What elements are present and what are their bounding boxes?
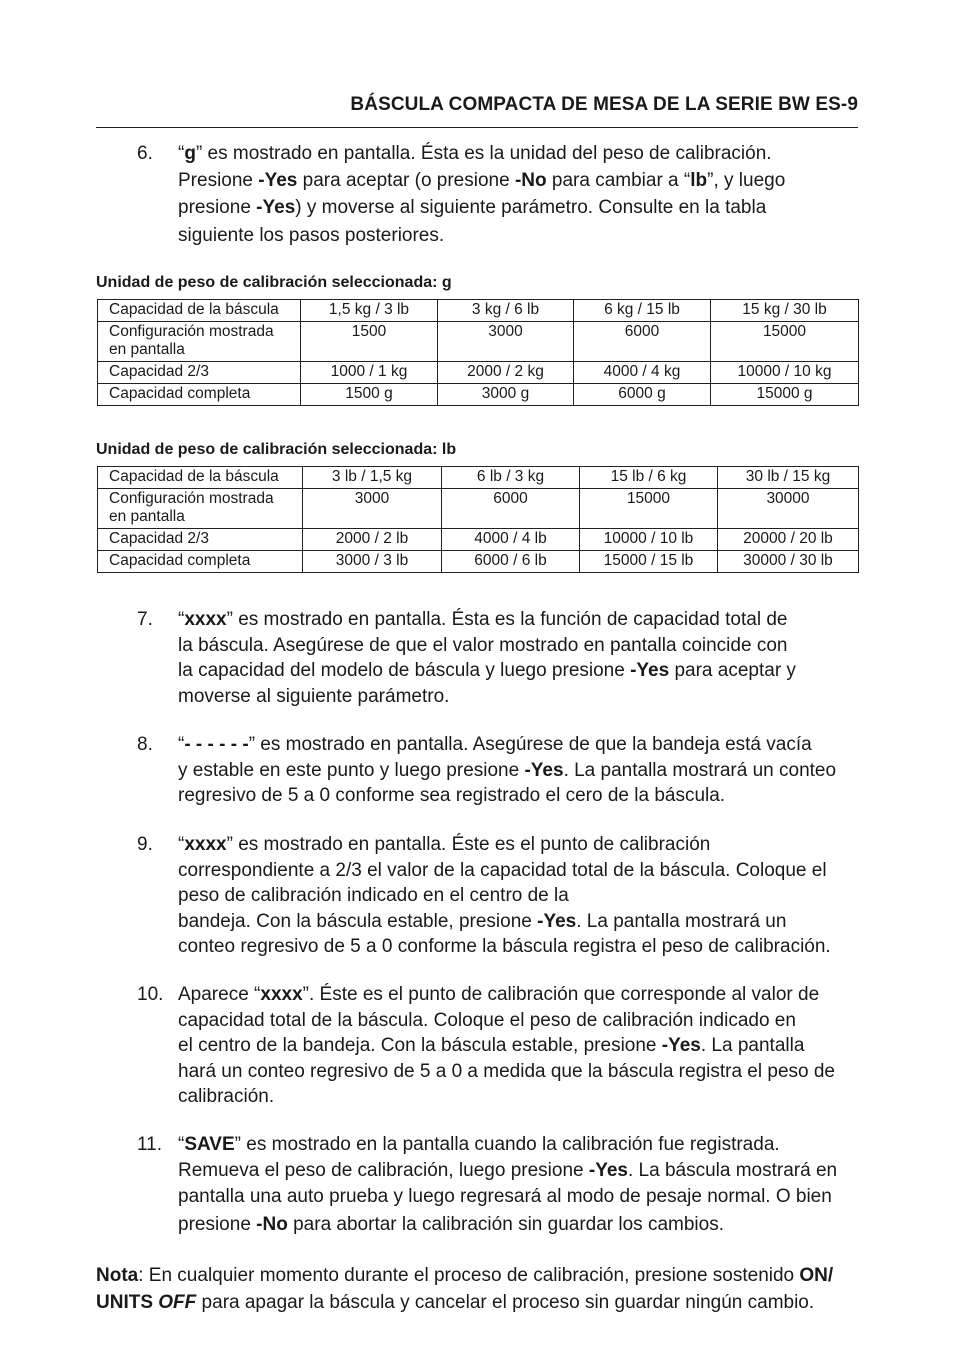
table-row: Capacidad 2/3 1000 / 1 kg 2000 / 2 kg 4000 / 4 kg 10000 / 10 kg	[98, 362, 859, 384]
step-text: “SAVE” es mostrado en la pantalla cuando la calibración fue registrada. Remueva el peso de calibración, luego presione -Yes. La báscula mostrará en pantalla una auto prueba y luego regresará al modo de pesaje normal. O bien presione -No para abortar la calibración sin guardar los cambios.	[178, 1134, 838, 1235]
page-header-title: BÁSCULA COMPACTA DE MESA DE LA SERIE BW ES-9	[350, 94, 858, 115]
calibration-table-lb	[97, 466, 859, 573]
step-text: Aparece “xxxx”. Éste es el punto de calibración que corresponde al valor de capacidad total de la báscula. Coloque el peso de calibración indicado en el centro de la bandeja. Con la báscula estable, presione -Yes. La pantalla hará un conteo regresivo de 5 a 0 a medida que la báscula registra el peso de calibración.	[178, 984, 835, 1107]
step-number: 10.	[137, 984, 164, 1005]
header-divider	[96, 127, 858, 128]
step-text: “xxxx” es mostrado en pantalla. Ésta es la función de capacidad total de la báscula. Asegúrese de que el valor mostrado en pantalla coincide con la capacidad del modelo de báscula y luego presione -Yes para aceptar y moverse al siguiente parámetro.	[178, 609, 796, 707]
table-row: Capacidad de la báscula 3 lb / 1,5 kg 6 lb / 3 kg 15 lb / 6 kg 30 lb / 15 kg	[98, 467, 859, 489]
note-paragraph: Nota: En cualquier momento durante el proceso de calibración, presione sostenido ON/ UNITS OFF para apagar la báscula y cancelar el proceso sin guardar ningún cambio.	[96, 1265, 834, 1313]
step-number: 7.	[137, 609, 153, 630]
table-caption-g: Unidad de peso de calibración seleccionada: g	[96, 274, 452, 291]
table-row: Capacidad completa 3000 / 3 lb 6000 / 6 lb 15000 / 15 lb 30000 / 30 lb	[98, 551, 859, 573]
table-row: Capacidad de la báscula 1,5 kg / 3 lb 3 kg / 6 lb 6 kg / 15 lb 15 kg / 30 lb	[98, 300, 859, 322]
step-text: “- - - - - -” es mostrado en pantalla. Asegúrese de que la bandeja está vacía y estable en este punto y luego presione -Yes. La pantalla mostrará un conteo regresivo de 5 a 0 conforme sea registrado el cero de la báscula.	[178, 734, 837, 806]
step-text: “xxxx” es mostrado en pantalla. Éste es el punto de calibración correspondiente a 2/3 el valor de la capacidad total de la báscula. Coloque el peso de calibración indicado en el centro de la bandeja. Con la báscula estable, presione -Yes. La pantalla mostrará un conteo regresivo de 5 a 0 conforme la báscula registra el peso de calibración.	[178, 834, 831, 957]
table-row: Capacidad 2/3 2000 / 2 lb 4000 / 4 lb 10000 / 10 lb 20000 / 20 lb	[98, 529, 859, 551]
step-text: “g” es mostrado en pantalla. Ésta es la unidad del peso de calibración. Presione -Yes para aceptar (o presione -No para cambiar a “lb”, y luego presione -Yes) y moverse al siguiente parámetro. Consulte en la tabla siguiente los pasos posteriores.	[178, 143, 786, 246]
table-row: Configuración mostrada en pantalla 3000 6000 15000 30000	[98, 489, 859, 529]
calibration-table-g	[97, 299, 859, 406]
step-number: 8.	[137, 734, 153, 755]
table-row: Capacidad completa 1500 g 3000 g 6000 g 15000 g	[98, 384, 859, 406]
step-number: 6.	[137, 143, 153, 164]
table-row: Configuración mostrada en pantalla 1500 3000 6000 15000	[98, 322, 859, 362]
step-number: 11.	[137, 1134, 163, 1155]
step-number: 9.	[137, 834, 153, 855]
table-caption-lb: Unidad de peso de calibración seleccionada: lb	[96, 441, 457, 458]
